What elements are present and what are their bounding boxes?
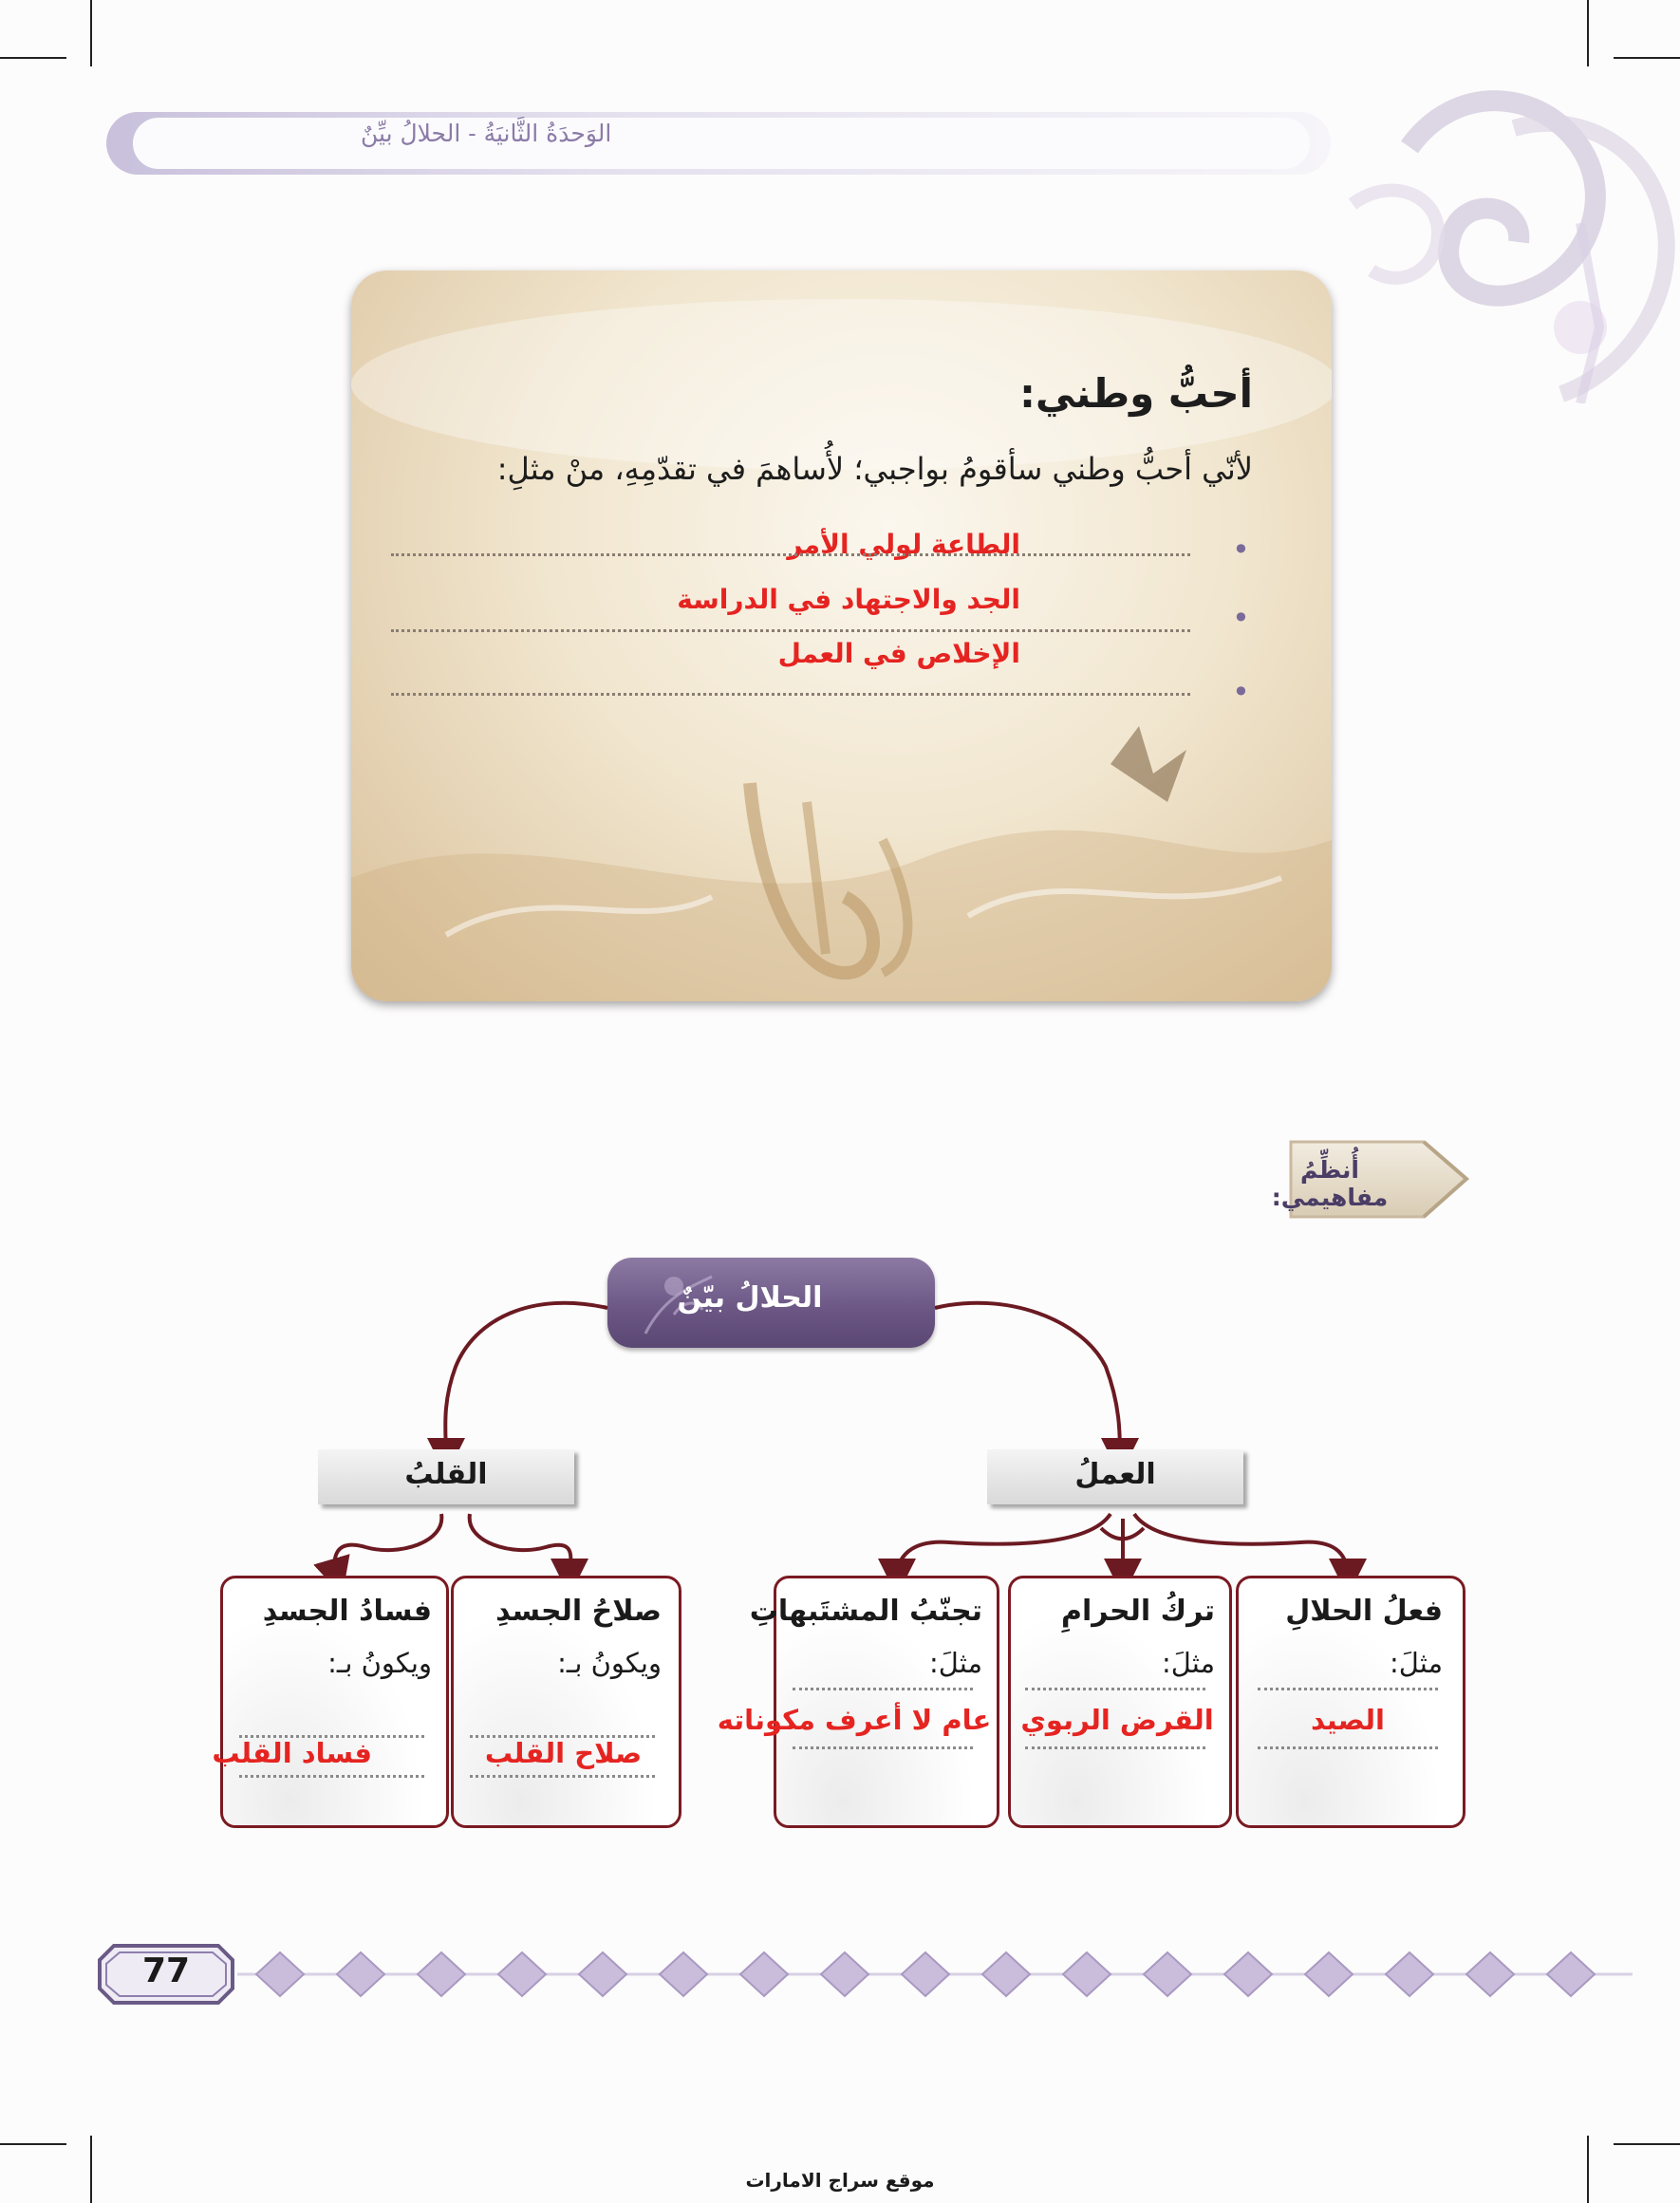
card-answer-1: الطاعة لولي الأمر — [787, 529, 1020, 560]
box-subtitle: ويكونُ بـ: — [327, 1647, 432, 1679]
bullet-icon: • — [1232, 532, 1250, 568]
answer-line — [1258, 1746, 1438, 1749]
card-answer-3: الإخلاص في العمل — [777, 638, 1020, 669]
card-title: أحبُّ وطني: — [1019, 370, 1253, 417]
box-title: فسادُ الجسدِ — [262, 1595, 432, 1628]
box-title: تجنّبُ المشتَبهاتِ — [749, 1595, 982, 1628]
bullet-icon: • — [1232, 600, 1250, 636]
box-subtitle: مثلَ: — [1389, 1647, 1443, 1679]
answer-line — [1025, 1746, 1205, 1749]
branch-work-label: العملُ — [1074, 1458, 1156, 1491]
card-intro: لأنّي أحبُّ وطني سأقومُ بواجبي؛ لأُساهمَ في تقدّمِهِ، منْ مثلِ: — [496, 451, 1253, 487]
answer-line — [1258, 1688, 1438, 1690]
unit-title: الوَحدَةُ الثَّانيَةُ - الحلالُ بيِّنٌ — [361, 120, 612, 147]
box-subtitle: ويكونُ بـ: — [557, 1647, 662, 1679]
box-answer: الصيد — [1311, 1704, 1385, 1736]
section-tab-label: أُنظِّمُ مفاهيمي: — [1271, 1156, 1389, 1211]
box-answer: القرض الربوي — [1020, 1704, 1214, 1736]
box-title: تركُ الحرامِ — [1061, 1595, 1215, 1628]
answer-line — [470, 1775, 655, 1778]
bullet-icon: • — [1232, 674, 1250, 710]
footer-ornament-band — [237, 1941, 1633, 2007]
box-answer: فساد القلب — [212, 1737, 372, 1769]
answer-line — [239, 1775, 424, 1778]
answer-line — [793, 1688, 973, 1690]
concept-root-label: الحلالُ بيّنٌ — [677, 1281, 823, 1315]
box-title: فعلُ الحلالِ — [1285, 1595, 1443, 1628]
box-title: صلاحُ الجسدِ — [495, 1595, 662, 1628]
page-number: 77 — [141, 1951, 191, 1990]
footer-site-name: موقع سراج الامارات — [745, 2169, 935, 2192]
box-answer: عام لا أعرف مكوناته — [717, 1704, 992, 1736]
box-subtitle: مثلَ: — [1161, 1647, 1215, 1679]
box-answer: صلاح القلب — [484, 1737, 643, 1769]
box-subtitle: مثلَ: — [928, 1647, 982, 1679]
answer-line — [793, 1746, 973, 1749]
branch-heart-label: القلبُ — [404, 1458, 488, 1491]
card-answer-2: الجد والاجتهاد في الدراسة — [677, 584, 1020, 615]
answer-line — [1025, 1688, 1205, 1690]
